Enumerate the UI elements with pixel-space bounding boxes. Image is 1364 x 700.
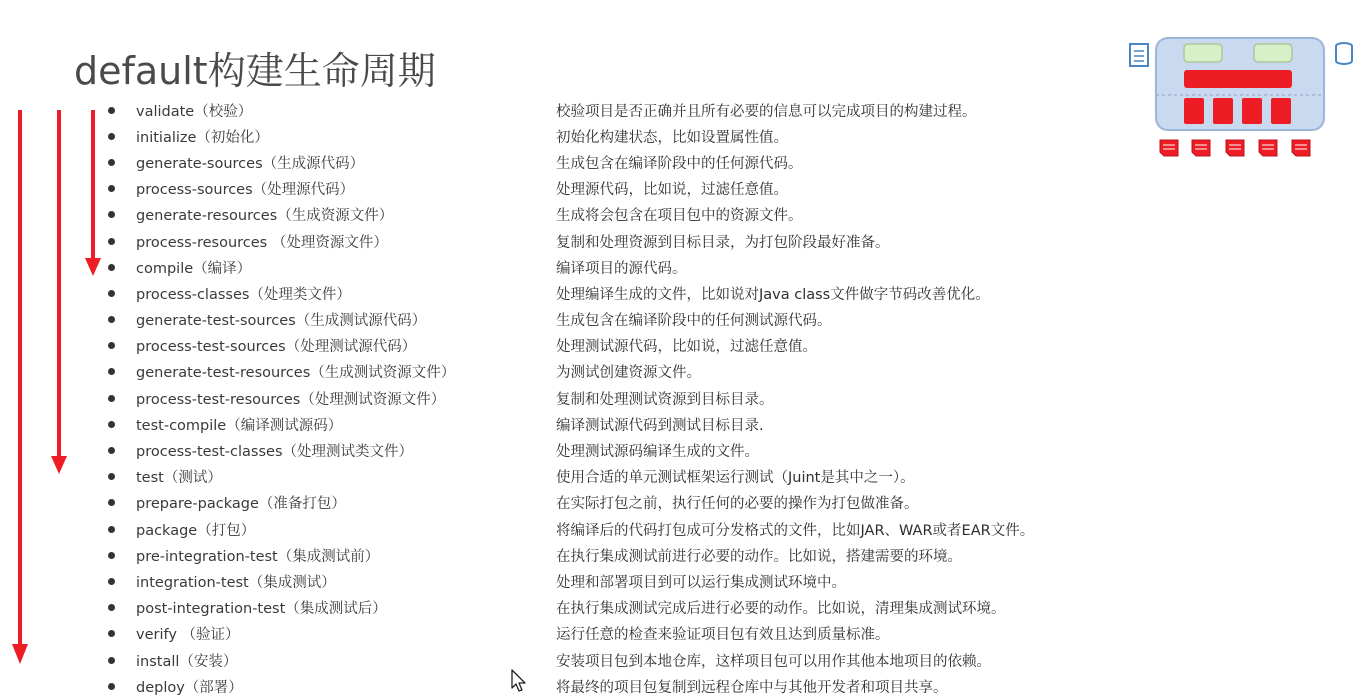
list-item [108,542,1034,568]
phase-description: 处理测试源代码，比如说，过滤任意值。 [556,339,817,356]
list-item [108,307,1034,333]
phase-name: process-sources（处理源代码） [136,182,355,199]
bullet-icon [108,238,115,245]
list-item [108,673,1034,699]
list-item [108,568,1034,594]
list-item [108,516,1034,542]
bullet-icon [108,342,115,349]
bullet-icon [108,578,115,585]
bullet-icon [108,421,115,428]
phase-list [108,97,1034,699]
phase-name: post-integration-test（集成测试后） [136,601,387,618]
phase-description: 编译测试源代码到测试目标目录. [556,417,764,434]
list-item [108,621,1034,647]
list-item [108,202,1034,228]
phase-name: install（安装） [136,653,238,670]
list-item [108,333,1034,359]
bullet-icon [108,630,115,637]
list-item [108,595,1034,621]
phase-description: 将编译后的代码打包成可分发格式的文件，比如JAR、WAR或者EAR文件。 [556,522,1035,539]
list-item [108,411,1034,437]
list-item [108,359,1034,385]
phase-name: test-compile（编译测试源码） [136,417,343,434]
phase-name: package（打包） [136,522,256,539]
list-item [108,228,1034,254]
bullet-icon [108,211,115,218]
phase-name: deploy（部署） [136,679,243,696]
phase-name: generate-test-resources（生成测试资源文件） [136,365,456,382]
phase-name: process-resources （处理资源文件） [136,234,388,251]
bullet-icon [108,473,115,480]
down-arrow-icon [85,110,101,276]
phase-name: generate-test-sources（生成测试源代码） [136,313,427,330]
phase-description: 运行任意的检查来验证项目包有效且达到质量标准。 [556,627,890,644]
down-arrow-icon [51,110,67,474]
phase-name: process-test-sources（处理测试源代码） [136,339,417,356]
phase-name: test（测试） [136,470,222,487]
list-item [108,97,1034,123]
phase-description: 将最终的项目包复制到远程仓库中与其他开发者和项目共享。 [556,679,948,696]
lifecycle-diagram [1120,30,1360,170]
down-arrow-icon [12,110,28,664]
bullet-icon [108,657,115,664]
phase-description: 为测试创建资源文件。 [556,365,701,382]
phase-description: 处理测试源码编译生成的文件。 [556,444,759,461]
list-item [108,647,1034,673]
list-item [108,464,1034,490]
list-item [108,280,1034,306]
phase-name: compile（编译） [136,260,252,277]
bullet-icon [108,133,115,140]
phase-name: validate（校验） [136,103,253,120]
phase-description: 在实际打包之前，执行任何的必要的操作为打包做准备。 [556,496,919,513]
phase-name: generate-resources（生成资源文件） [136,208,394,225]
list-item [108,176,1034,202]
bullet-icon [108,604,115,611]
phase-name: initialize（初始化） [136,129,269,146]
bullet-icon [108,526,115,533]
bullet-icon [108,499,115,506]
phase-name: process-test-classes（处理测试类文件） [136,444,414,461]
bullet-icon [108,185,115,192]
bullet-icon [108,264,115,271]
bullet-icon [108,159,115,166]
phase-description: 复制和处理资源到目标目录，为打包阶段最好准备。 [556,234,890,251]
phase-description: 复制和处理测试资源到目标目录。 [556,391,774,408]
list-item [108,490,1034,516]
phase-description: 编译项目的源代码。 [556,260,687,277]
phase-name: pre-integration-test（集成测试前） [136,548,380,565]
database-icon [1336,43,1352,64]
bullet-icon [108,683,115,690]
phase-name: verify （验证） [136,627,240,644]
list-item [108,149,1034,175]
phase-description: 生成包含在编译阶段中的任何测试源代码。 [556,313,832,330]
phase-name: process-test-resources（处理测试资源文件） [136,391,446,408]
bullet-icon [108,316,115,323]
phase-name: process-classes（处理类文件） [136,286,351,303]
phase-name: prepare-package（准备打包） [136,496,346,513]
document-icon [1130,44,1148,66]
phase-description: 在执行集成测试前进行必要的动作。比如说，搭建需要的环境。 [556,548,962,565]
phase-description: 校验项目是否正确并且所有必要的信息可以完成项目的构建过程。 [556,103,977,120]
mouse-pointer-icon [510,668,530,694]
list-item [108,437,1034,463]
lifecycle-arrows [0,0,120,700]
list-item [108,123,1034,149]
phase-description: 初始化构建状态，比如设置属性值。 [556,129,788,146]
bullet-icon [108,552,115,559]
list-item [108,254,1034,280]
phase-description: 生成包含在编译阶段中的任何源代码。 [556,155,803,172]
phase-description: 处理编译生成的文件，比如说对Java class文件做字节码改善优化。 [556,286,990,303]
bullet-icon [108,395,115,402]
bullet-icon [108,107,115,114]
phase-description: 生成将会包含在项目包中的资源文件。 [556,208,803,225]
bullet-icon [108,290,115,297]
phase-description: 处理源代码，比如说，过滤任意值。 [556,182,788,199]
phase-description: 处理和部署项目到可以运行集成测试环境中。 [556,574,846,591]
bullet-icon [108,368,115,375]
phase-description: 在执行集成测试完成后进行必要的动作。比如说，清理集成测试环境。 [556,601,1006,618]
slide-title: default构建生命周期 [74,49,436,93]
phase-name: generate-sources（生成源代码） [136,155,365,172]
phase-description: 使用合适的单元测试框架运行测试（Juint是其中之一）。 [556,470,915,487]
phase-name: integration-test（集成测试） [136,574,336,591]
phase-description: 安装项目包到本地仓库，这样项目包可以用作其他本地项目的依赖。 [556,653,991,670]
bullet-icon [108,447,115,454]
list-item [108,385,1034,411]
